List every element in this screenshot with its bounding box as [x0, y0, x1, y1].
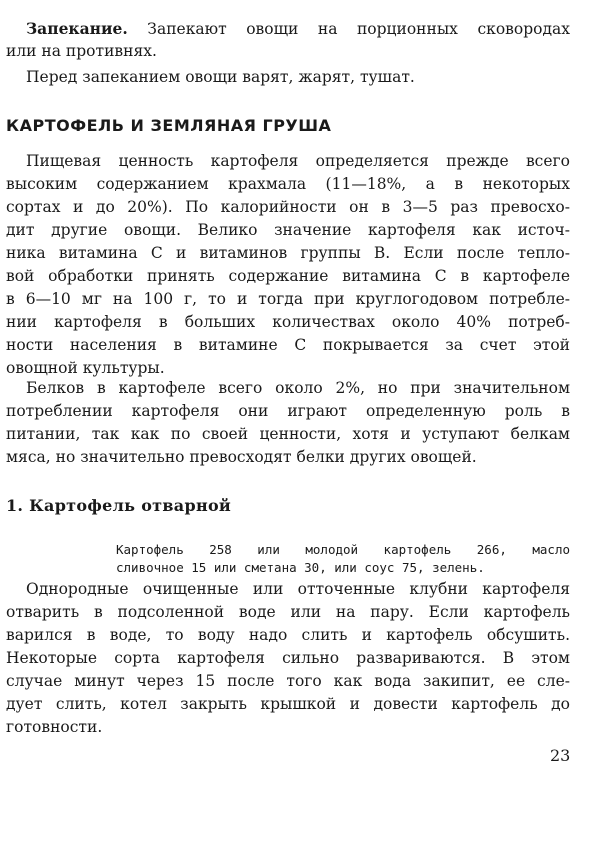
text-line: сортах и до 20%). По калорийности он в 3—5 раз превосхо- — [6, 198, 570, 216]
intro-term: Запекание. — [26, 19, 128, 38]
paragraph-2 — [6, 377, 570, 469]
text-line: высоким содержанием крахмала (11—18%, а в некоторых — [6, 175, 570, 193]
text-line: дит другие овощи. Велико значение картофеля как источ- — [6, 221, 570, 239]
section-title: КАРТОФЕЛЬ И ЗЕМЛЯНАЯ ГРУША — [6, 116, 332, 135]
ingredients-line: Картофель 258 или молодой картофель 266, масло — [116, 542, 570, 557]
text-line: дует слить, котел закрыть крышкой и довести картофель до — [6, 695, 570, 713]
intro-line-2: или на противнях. — [6, 42, 157, 60]
text-line: Белков в картофеле всего около 2%, но при значительном — [26, 379, 570, 397]
text-line: готовности. — [6, 718, 103, 736]
intro-line-1 — [6, 17, 570, 40]
ingredients-line: сливочное 15 или сметана 30, или соус 75, зелень. — [116, 560, 485, 575]
intro-line-3: Перед запеканием овощи варят, жарят, тушат. — [26, 68, 415, 86]
text-line: овощной культуры. — [6, 359, 165, 377]
text-line: Пищевая ценность картофеля определяется прежде всего — [26, 152, 570, 170]
text-line: ника витамина С и витаминов группы В. Если после тепло- — [6, 244, 570, 262]
paragraph-1 — [6, 150, 570, 380]
text-line: варился в воде, то воду надо слить и картофель обсушить. — [6, 626, 570, 644]
text-line: случае минут через 15 после того как вода закипит, ее сле- — [6, 672, 570, 690]
ingredients — [116, 541, 570, 577]
text-line: питании, так как по своей ценности, хотя и уступают белкам — [6, 425, 570, 443]
text-line: отварить в подсоленной воде или на пару. Если картофель — [6, 603, 570, 621]
text-line: в 6—10 мг на 100 г, то и тогда при круглогодовом потребле- — [6, 290, 570, 308]
text-line: Некоторые сорта картофеля сильно развариваются. В этом — [6, 649, 570, 667]
intro-paragraph — [6, 17, 570, 89]
text-line: нии картофеля в больших количествах около 40% потреб- — [6, 313, 570, 331]
text-line: ности населения в витамине С покрывается за счет этой — [6, 336, 570, 354]
text-line: Однородные очищенные или отточенные клубни картофеля — [26, 580, 570, 598]
page-number: 23 — [550, 746, 571, 765]
paragraph-3 — [6, 578, 570, 739]
intro-text: Запекают овощи на порционных сковородах — [147, 20, 570, 38]
text-line: потреблении картофеля они играют определенную роль в — [6, 402, 570, 420]
recipe-title: 1. Картофель отварной — [6, 496, 232, 515]
text-line: вой обработки принять содержание витамина С в картофеле — [6, 267, 570, 285]
text-line: мяса, но значительно превосходят белки других овощей. — [6, 448, 477, 466]
